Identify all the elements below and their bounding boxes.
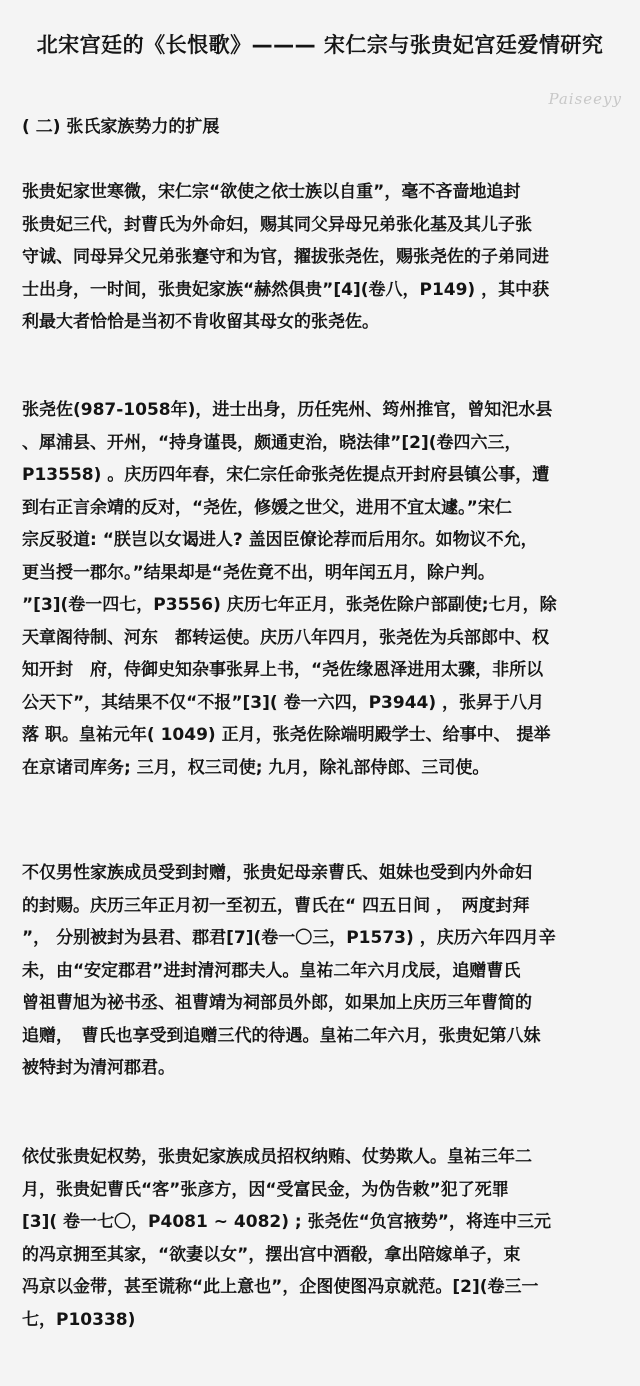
text-line: 张贵妃三代，封曹氏为外命妇，赐其同父异母兄弟张化基及其儿子张 — [22, 214, 532, 235]
paragraph-3 — [22, 857, 622, 1085]
text-line: 追赠， 曹氏也享受到追赠三代的待遇。皇祐二年六月，张贵妃第八妹 — [22, 1025, 541, 1046]
text-line: 士出身，一时间，张贵妃家族“赫然俱贵”[4](卷八，P149) ，其中获 — [22, 279, 550, 300]
text-line: 守诚、同母异父兄弟张蹇守和为官，擢拔张尧佐，赐张尧佐的子弟同进 — [22, 247, 549, 267]
text-line: 被特封为清河郡君。 — [22, 1058, 175, 1078]
text-line: 、犀浦县、开州，“持身谨畏，颇通吏治，晓法律”[2](卷四六三， — [22, 432, 522, 453]
text-line: 在京诸司库务; 三月，权三司使; 九月，除礼部侍郎、三司使。 — [22, 757, 490, 778]
text-line: 的封赐。庆历三年正月初一至初五，曹氏在“ 四五日间 ， 两度封拜 — [22, 895, 530, 916]
text-line: 七，P10338) — [22, 1309, 136, 1330]
text-line: 张尧佐(987-1058年)，进士出身，历任宪州、筠州推官，曾知汜水县 — [22, 400, 553, 420]
text-line: 利最大者恰恰是当初不肯收留其母女的张尧佐。 — [22, 312, 379, 332]
text-line: 到右正言余靖的反对，“尧佐，修媛之世父，进用不宜太遽。”宋仁 — [22, 497, 512, 518]
watermark: Paiseeyy — [548, 90, 622, 108]
text-line: 不仅男性家族成员受到封赠，张贵妃母亲曹氏、姐妹也受到内外命妇 — [22, 863, 532, 883]
text-line: 未，由“安定郡君”进封清河郡夫人。皇祐二年六月戊辰，追赠曹氏 — [22, 960, 521, 981]
paragraph-2 — [22, 394, 622, 784]
text-line: 公天下”，其结果不仅“不报”[3]( 卷一六四，P3944) ，张昇于八月 — [22, 692, 545, 713]
text-line: 依仗张贵妃权势，张贵妃家族成员招权纳贿、仗势欺人。皇祐三年二 — [22, 1147, 532, 1167]
text-line: ”， 分别被封为县君、郡君[7](卷一〇三，P1573) ，庆历六年四月辛 — [22, 928, 556, 948]
paragraph-1 — [22, 176, 622, 339]
text-line: 知开封 府，侍御史知杂事张昇上书，“尧佐缘恩泽进用太骤，非所以 — [22, 660, 544, 680]
article-title: 北宋宫廷的《长恨歌》——— 宋仁宗与张贵妃宫廷爱情研究 — [36, 33, 604, 57]
text-line: P13558) 。庆历四年春，宋仁宗任命张尧佐提点开封府县镇公事，遭 — [22, 465, 550, 485]
text-line: 的冯京拥至其家，“欲妻以女”，摆出宫中酒殽，拿出陪嫁单子，束 — [22, 1244, 521, 1265]
text-line: [3]( 卷一七〇，P4081 ~ 4082) ; 张尧佐“负宫掖势”，将连中三元 — [22, 1212, 551, 1232]
text-line: 更当授一郡尔。”结果却是“尧佐竟不出，明年闰五月，除户判。 — [22, 562, 495, 583]
section-heading: ( 二) 张氏家族势力的扩展 — [22, 117, 220, 137]
text-line: 月，张贵妃曹氏“客”张彦方，因“受富民金，为伪告敕”犯了死罪 — [22, 1179, 509, 1200]
paragraph-4 — [22, 1141, 622, 1336]
text-line: 冯京以金带，甚至谎称“此上意也”，企图使图冯京就范。[2](卷三一 — [22, 1277, 539, 1297]
text-line: 天章阁待制、河东 都转运使。庆历八年四月，张尧佐为兵部郎中、权 — [22, 627, 549, 648]
text-line: 张贵妃家世寒微，宋仁宗“欲使之依士族以自重”，毫不吝啬地追封 — [22, 182, 521, 202]
text-line: 曾祖曹旭为祕书丞、祖曹靖为祠部员外郎，如果加上庆历三年曹简的 — [22, 993, 532, 1013]
text-line: 落 职。皇祐元年( 1049) 正月，张尧佐除端明殿学士、给事中、 提举 — [22, 725, 551, 745]
text-line: 宗反驳道: “朕岂以女谒进人? 盖因臣僚论荐而后用尔。如物议不允， — [22, 530, 538, 550]
text-line: ”[3](卷一四七，P3556) 庆历七年正月，张尧佐除户部副使;七月，除 — [22, 595, 557, 615]
